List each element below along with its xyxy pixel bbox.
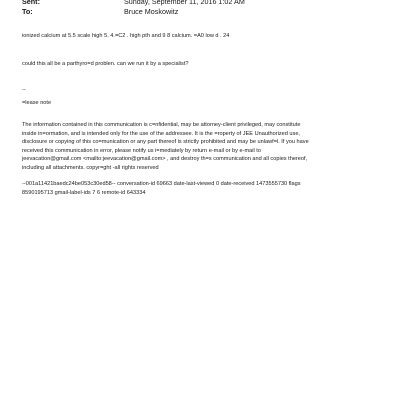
disclaimer-line: inside in=ormation, and is intended only for the use of the addressee. It is the =roperty of JEE Unauthorized use, [22,130,300,137]
sent-label: Sent: [22,0,40,6]
disclaimer-line: disclosure or copying of this co=munication or any part thereof is strictly prohibited and may be unlawf=l. If you have [22,139,309,146]
disclaimer-line: The information contained in this communication is c=nfidential, may be attorney-client privileged, may constitute [22,122,301,128]
metadata-line: --001a11421baedc24be053c30ed58-- conversation-id 69663 date-last-viewed 0 date-received 1473555730 flags [22,181,301,187]
email-metadata [22,180,382,197]
to-label: To: [22,7,33,16]
sent-value: Sunday, September 11, 2016 1:02 AM [124,0,245,6]
disclaimer-line: received this communication in error, please notify us i=mediately by return e-mail or by e-mail to [22,147,261,154]
body-line-question: could this all be a parthyro=d problen. can we run it by a specialist? [22,61,189,67]
body-line-please-note: =lease note [22,100,52,106]
disclaimer-line: jeevacation@gmail.com <mailto:jeevacation@gmail.com> , and destroy th=s communication and all copies thereof, [22,156,308,163]
body-line-separator: -- [22,87,26,93]
confidentiality-disclaimer [22,121,382,173]
metadata-line: 8590195713 gmail-label-ids 7 6 remote-id 643334 [22,189,146,196]
to-value: Bruce Moskowitz [124,7,179,16]
disclaimer-line: including all attachments. copyr=ght -all rights reserved [22,164,159,171]
body-line-calcium: ionized calcium at 5.5 scale high 5. 4.=C2 . high pth and 9 8 calcium. =A0 low d . 24 [22,33,230,39]
